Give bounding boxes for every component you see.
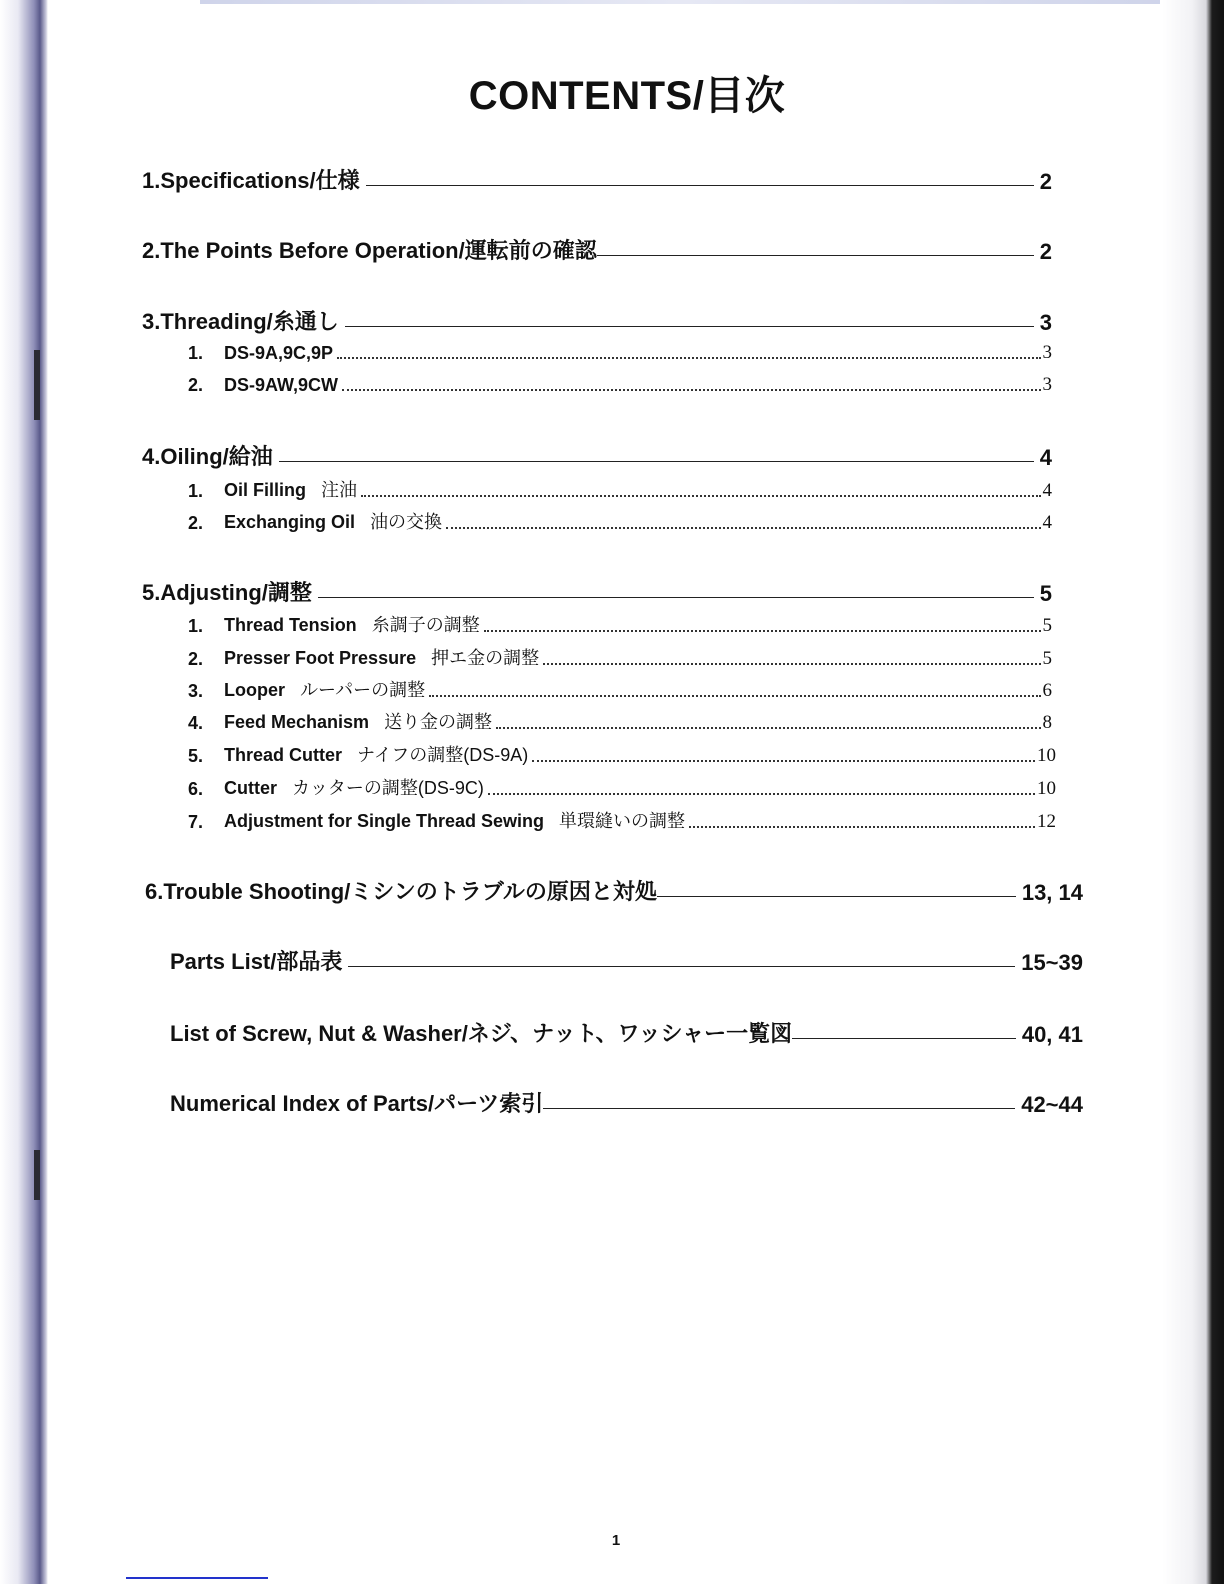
page-number: 1 bbox=[611, 1532, 621, 1549]
toc-subentry-number: 6. bbox=[188, 779, 204, 799]
toc-subentry-label bbox=[224, 708, 492, 734]
toc-entry-threading[interactable] bbox=[142, 305, 1052, 336]
toc-entry-page: 3 bbox=[1039, 310, 1052, 335]
toc-subentry-label-en: Thread Tension bbox=[224, 615, 357, 635]
toc-entry-label: 5.Adjusting/調整 bbox=[142, 580, 312, 605]
toc-entry-points-before-operation[interactable] bbox=[142, 234, 1052, 265]
toc-entry-oiling[interactable] bbox=[142, 440, 1052, 471]
toc-leader-line bbox=[345, 326, 1034, 327]
toc-dot-leader bbox=[496, 727, 1040, 729]
toc-entry-label: Parts List/部品表 bbox=[170, 949, 343, 974]
toc-entry-label: 2.The Points Before Operation/運転前の確認 bbox=[142, 238, 597, 263]
blue-rule bbox=[126, 1577, 268, 1579]
page-left-edge bbox=[0, 0, 48, 1584]
toc-subentry-label-jp: ナイフの調整(DS-9A) bbox=[357, 745, 529, 765]
toc-subentry-label-en: Presser Foot Pressure bbox=[224, 648, 417, 668]
toc-entry-page: 42~44 bbox=[1021, 1092, 1083, 1117]
toc-subentry-label-en: Cutter bbox=[224, 778, 277, 798]
toc-subentry-label bbox=[224, 611, 480, 637]
toc-subentry-label-jp: ルーパーの調整 bbox=[300, 680, 426, 700]
toc-entry-page: 13, 14 bbox=[1021, 880, 1083, 905]
toc-leader-line bbox=[279, 461, 1034, 462]
toc-subentry-label bbox=[224, 774, 484, 800]
toc-subentry-label bbox=[224, 676, 425, 702]
toc-leader-line bbox=[543, 1108, 1015, 1109]
toc-entry-parts-list[interactable] bbox=[170, 945, 1083, 976]
toc-subentry-number: 7. bbox=[188, 812, 204, 832]
toc-subentry-page: 8 bbox=[1042, 712, 1052, 733]
toc-subentry-label bbox=[224, 476, 357, 502]
toc-subentry-number: 2. bbox=[188, 513, 204, 533]
toc-dot-leader bbox=[337, 357, 1040, 359]
toc-leader-line bbox=[318, 597, 1034, 598]
toc-entry-page: 5 bbox=[1039, 581, 1052, 606]
toc-leader-line bbox=[657, 896, 1016, 897]
toc-subentry[interactable] bbox=[188, 374, 1052, 396]
toc-entry-label: Numerical Index of Parts/パーツ索引 bbox=[170, 1091, 544, 1116]
toc-subentry-label bbox=[224, 644, 539, 670]
toc-subentry[interactable] bbox=[188, 611, 1052, 637]
toc-subentry-page: 4 bbox=[1042, 480, 1052, 501]
toc-subentry[interactable] bbox=[188, 476, 1052, 502]
toc-subentry-page: 4 bbox=[1042, 512, 1052, 533]
toc-subentry-label bbox=[224, 741, 528, 767]
toc-dot-leader bbox=[488, 793, 1035, 795]
toc-entry-adjusting[interactable] bbox=[142, 576, 1052, 607]
toc-subentry-label-jp: 油の交換 bbox=[370, 512, 443, 532]
toc-subentry-label-jp: 押エ金の調整 bbox=[431, 648, 540, 668]
toc-subentry[interactable] bbox=[188, 508, 1052, 534]
toc-leader-line bbox=[792, 1038, 1016, 1039]
toc-dot-leader bbox=[429, 695, 1040, 697]
toc-subentry-label-en: Thread Cutter bbox=[224, 745, 343, 765]
toc-entry-page: 2 bbox=[1039, 239, 1052, 264]
toc-dot-leader bbox=[689, 826, 1035, 828]
toc-subentry-label-jp: カッターの調整(DS-9C) bbox=[292, 778, 484, 798]
toc-entry-specifications[interactable] bbox=[142, 164, 1052, 195]
toc-subentry-page: 10 bbox=[1037, 778, 1056, 799]
page-title: CONTENTS/目次 bbox=[468, 74, 786, 118]
toc-subentry-number: 1. bbox=[188, 616, 204, 636]
toc-entry-label: List of Screw, Nut & Washer/ネジ、ナット、ワッシャー一覧図 bbox=[170, 1021, 793, 1046]
toc-subentry-number: 2. bbox=[188, 375, 204, 395]
toc-subentry[interactable] bbox=[188, 807, 1056, 833]
toc-subentry-label: DS-9A,9C,9P bbox=[224, 343, 334, 363]
toc-subentry-label-jp: 単環縫いの調整 bbox=[559, 811, 686, 831]
toc-subentry-label-en: Adjustment for Single Thread Sewing bbox=[224, 811, 545, 831]
toc-subentry-number: 5. bbox=[188, 746, 204, 766]
toc-subentry-number: 2. bbox=[188, 649, 204, 669]
toc-leader-line bbox=[366, 185, 1034, 186]
toc-subentry[interactable] bbox=[188, 774, 1056, 800]
toc-subentry-number: 4. bbox=[188, 713, 204, 733]
toc-subentry-page: 3 bbox=[1042, 342, 1052, 363]
toc-dot-leader bbox=[361, 495, 1040, 497]
toc-dot-leader bbox=[543, 663, 1040, 665]
toc-dot-leader bbox=[484, 630, 1041, 632]
toc-entry-label: 6.Trouble Shooting/ミシンのトラブルの原因と対処 bbox=[145, 879, 657, 904]
toc-entry-trouble-shooting[interactable] bbox=[145, 875, 1083, 906]
toc-subentry-page: 6 bbox=[1042, 680, 1052, 701]
toc-subentry-label-jp: 注油 bbox=[321, 480, 358, 500]
toc-entry-label: 4.Oiling/給油 bbox=[142, 444, 273, 469]
toc-subentry-label-jp: 送り金の調整 bbox=[384, 712, 493, 732]
toc-entry-label: 3.Threading/糸通し bbox=[142, 309, 339, 334]
toc-subentry-number: 3. bbox=[188, 681, 204, 701]
toc-leader-line bbox=[597, 255, 1034, 256]
toc-subentry[interactable] bbox=[188, 741, 1056, 767]
toc-entry-page: 40, 41 bbox=[1021, 1022, 1083, 1047]
binding-mark bbox=[34, 1150, 40, 1200]
page-top-edge bbox=[200, 0, 1160, 4]
toc-subentry-label bbox=[224, 508, 442, 534]
toc-subentry-label bbox=[224, 807, 685, 833]
toc-dot-leader bbox=[446, 527, 1040, 529]
toc-subentry-label-jp: 糸調子の調整 bbox=[371, 615, 480, 635]
toc-entry-screw-nut-washer[interactable] bbox=[170, 1017, 1083, 1048]
toc-leader-line bbox=[348, 966, 1015, 967]
toc-entry-label: 1.Specifications/仕様 bbox=[142, 168, 360, 193]
toc-subentry-label-en: Looper bbox=[224, 680, 285, 700]
toc-entry-page: 15~39 bbox=[1021, 950, 1083, 975]
toc-entry-page: 2 bbox=[1039, 169, 1052, 194]
page-right-edge bbox=[1162, 0, 1224, 1584]
toc-subentry[interactable] bbox=[188, 676, 1052, 702]
toc-subentry-number: 1. bbox=[188, 343, 204, 363]
toc-entry-numerical-index[interactable] bbox=[170, 1087, 1083, 1118]
toc-subentry-page: 5 bbox=[1042, 615, 1052, 636]
toc-subentry-page: 5 bbox=[1042, 648, 1052, 669]
toc-subentry-page: 3 bbox=[1042, 374, 1052, 395]
toc-subentry-label: DS-9AW,9CW bbox=[224, 375, 339, 395]
binding-mark bbox=[34, 350, 40, 420]
toc-dot-leader bbox=[342, 389, 1040, 391]
toc-subentry-label-en: Feed Mechanism bbox=[224, 712, 370, 732]
toc-subentry-label-en: Oil Filling bbox=[224, 480, 306, 500]
toc-dot-leader bbox=[532, 760, 1035, 762]
toc-subentry-label-en: Exchanging Oil bbox=[224, 512, 356, 532]
toc-subentry-page: 10 bbox=[1037, 745, 1056, 766]
toc-subentry[interactable] bbox=[188, 708, 1052, 734]
toc-subentry[interactable] bbox=[188, 644, 1052, 670]
toc-subentry[interactable] bbox=[188, 342, 1052, 364]
toc-subentry-page: 12 bbox=[1037, 811, 1056, 832]
toc-entry-page: 4 bbox=[1039, 445, 1052, 470]
toc-subentry-number: 1. bbox=[188, 481, 204, 501]
